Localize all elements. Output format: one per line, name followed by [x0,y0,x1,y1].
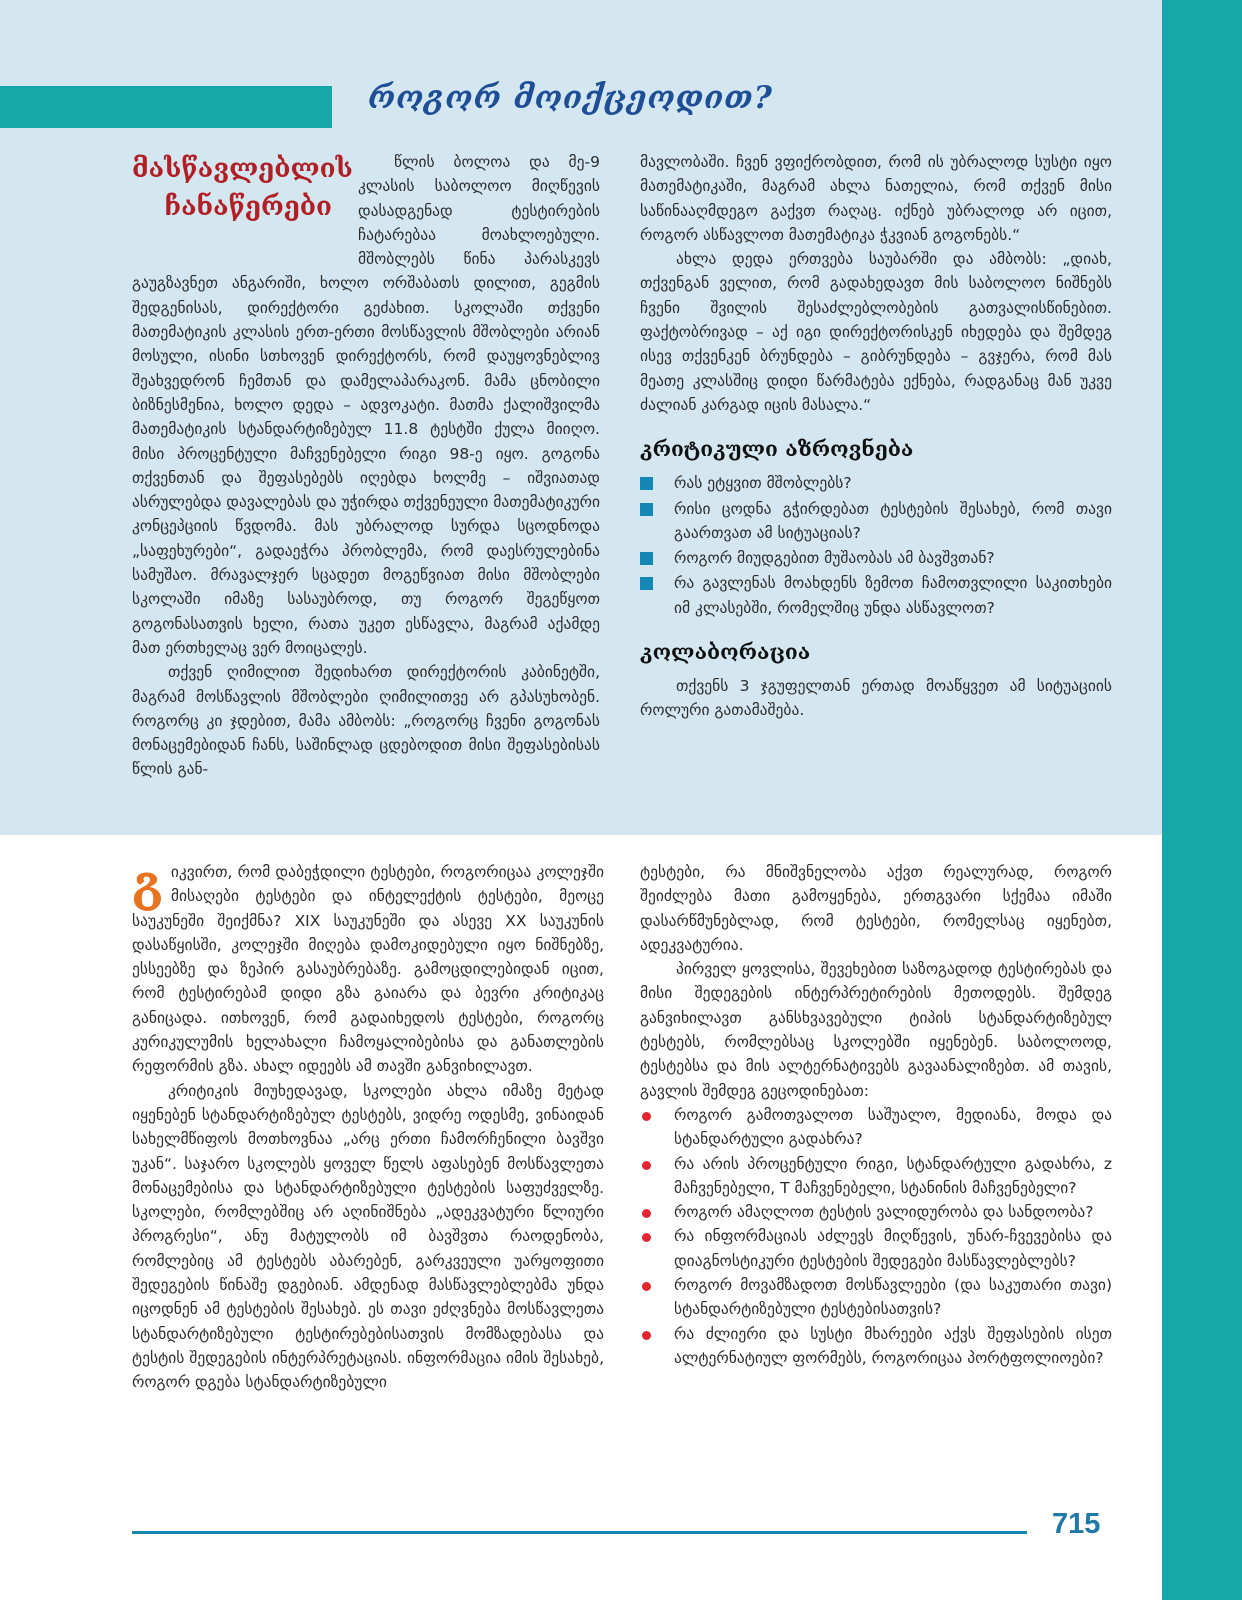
list-item: რას ეტყვით მშობლებს? [640,471,1112,495]
dot-bullet-icon [642,1112,651,1121]
footer-rule [132,1531,1027,1534]
intro-paragraph-2-continued: ტესტები, რა მნიშვნელობა აქვთ რეალურად, როგორ შეიძლება მათი გამოყენება, ერთგვარი სქემაა იმაში დასარწმუნებლად, რომ ტესტები, რომელსაც იყენებთ, ადეკვატურია. [640,863,1112,954]
list-item: რისი ცოდნა გჭირდებათ ტესტების შესახებ, რომ თავი გაართვათ ამ სიტუაციას? [640,497,1112,546]
critical-thinking-list [640,471,1112,620]
list-item: რა არის პროცენტული რიგი, სტანდარტული გადახრა, z მაჩვენებელი, T მაჩვენებელი, სტანინის მაჩვენებელი? [640,1152,1112,1201]
dot-bullet-icon [642,1233,651,1242]
drop-cap: გ [132,856,163,912]
intro-right-column [640,860,1112,1370]
square-bullet-icon [640,577,653,590]
case-heading-line2: ჩანაწერები [164,192,332,222]
page-title: როგორ მოიქცეოდით? [368,80,773,116]
critical-thinking-heading: კრიტიკული აზროვნება [640,436,914,462]
list-item: რა გავლენას მოახდენს ზემოთ ჩამოთვლილი საკითხები იმ კლასებში, რომელშიც უნდა ასწავლოთ? [640,571,1112,620]
dot-bullet-icon [642,1331,651,1340]
intro-left-column [132,856,604,1395]
dot-bullet-icon [642,1209,651,1218]
right-decorative-stripe [1162,0,1242,1600]
list-item: რა ძლიერი და სუსტი მხარეები აქვს შეფასების ისეთ ალტერნატიულ ფორმებს, როგორიცაა პორტფოლიოები? [640,1322,1112,1371]
dot-bullet-icon [642,1282,651,1291]
intro-paragraph-2: კრიტიკის მიუხედავად, სკოლები ახლა იმაზე მეტად იყენებენ სტანდარტიზებულ ტესტებს, ვიდრე ოდესმე, ვინაიდან სახელმწიფოს მოთხოვნაა „არც ერთი ჩამორჩენილი ბავშვი უკან“. საჯარო სკოლებს ყოველ წელს აფასებენ მოსწავლეთა მონაცემებისა და სტანდარტიზებული ტესტების საფუძველზე. სკოლები, რომლებშიც არ აღინიშნება „ადეკვატური წლიური პროგრესი“, ანუ მატულობს იმ ბავშვთა რაოდენობა, რომლებიც ამ ტესტებს აბარებენ, გარკვეული უარყოფითი შედეგების წინაშე დგებიან. ამდენად მასწავლებლებმა უნდა იცოდნენ ამ ტესტების შესახებ. ეს თავი ეძღვნება მოსწავლეთა სტანდარტიზებული ტესტირებებისათვის მომზადებასა და ტესტის შედეგების ინტერპრეტაციას. ინფორმაცია იმის შესახებ, როგორ დგება სტანდარტიზებული [132,1081,604,1392]
list-item: როგორ მოვამზადოთ მოსწავლეები (და საკუთარი თავი) სტანდარტიზებული ტესტებისათვის? [640,1273,1112,1322]
case-paragraph-1: წლის ბოლოა და მე-9 კლასის საბოლოო მიღწევის დასადგენად ტესტირების ჩატარებაა მოახლოებული. მშობლებს წინა პარასკევს გაუგზავნეთ ანგარიში, ხოლო ორშაბათს დილით, გეგმის შედგენისას, დირექტორი გეძახით. სკოლაში თქვენი მათემატიკის კლასის ერთ-ერთი მოსწავლის მშობლები არიან მოსული, ისინი სთხოვენ დირექტორს, რომ დაუყოვნებლივ შეახვედრონ ჩემთან და დამელაპარაკონ. მამა ცნობილი ბიზნესმენია, ხოლო დედა – ადვოკატი. მათმა ქალიშვილმა მათემატიკის სტანდარტიზებულ 11.8 ტესტში ქულა მიიღო. მისი პროცენტული მაჩვენებელი რიგი 98-ე იყო. გოგონა თქვენთან და შეფასებებს იღებდა ხოლმე – იშვიათად ასრულებდა დავალებას და უჭირდა თქვენეული მათემატიკური კონცეპციის წვდომა. მას უბრალოდ სურდა სცოდნოდა „საფეხურები“, გადაეჭრა პრობლემა, რომ დაესრულებინა სამუშაო. მრავალჯერ სცადეთ მოგეწვიათ მისი მშობლები სკოლაში იმაზე სასაუბროდ, თუ როგორ შეგეწყოთ გოგონასათვის ხელი, რათა უკეთ ესწავლა, მაგრამ აქამდე მათ ერთხელაც ვერ მოიცალეს. [132,153,600,657]
list-item: რა ინფორმაციას აძლევს მიღწევის, უნარ-ჩვევებისა და დიაგნოსტიკური ტესტების შედეგები მასწავლებლებს? [640,1224,1112,1273]
case-right-column [640,150,1112,723]
intro-paragraph-3: პირველ ყოვლისა, შევეხებით საზოგადოდ ტესტირებას და მისი შედეგების ინტერპრეტირების მეთოდებს. შემდეგ განვიხილავთ განსხვავებული ტიპის სტანდარტიზებულ ტესტებს, რომლებსაც სკოლებში იყენებენ. საბოლოოდ, ტესტებსა და მის ალტერნატივებს გავაანალიზებთ. ამ თავის, გავლის შემდეგ გეცოდინებათ: [640,960,1112,1100]
dot-bullet-icon [642,1161,651,1170]
intro-paragraph-1: იკვირთ, რომ დაბეჭდილი ტესტები, როგორიცაა კოლეჯში მისაღები ტესტები და ინტელექტის ტესტები, მეოცე საუკუნეში შეიქმნა? XIX საუკუნეში და ასევე XX საუკუნის დასაწყისში, კოლეჯში მიღება დამოკიდებული იყო ნიშნებზე, ესსეებზე და ზეპირ გასაუბრებაზე. გამოცდილებიდან იცით, რომ ტესტირებამ დიდი გზა გაიარა და ბევრი კრიტიკაც განიცადა. ითხოვენ, რომ გადაიხედოს ტესტები, როგორც კურიკულუმის ხელახალი ჩამოყალიბებისა და განათლების რეფორმის გზა. ახალ იდეებს ამ თავში განვიხილავთ. [132,863,604,1076]
list-item: როგორ ამაღლოთ ტესტის ვალიდურობა და სანდოობა? [640,1200,1112,1224]
list-item: როგორ მიუდგებით მუშაობას ამ ბავშვთან? [640,546,1112,570]
square-bullet-icon [640,477,653,490]
square-bullet-icon [640,552,653,565]
page-number: 715 [1052,1508,1101,1540]
case-heading [132,150,353,226]
title-accent-bar [0,86,332,128]
case-paragraph-2: თქვენ ღიმილით შედიხართ დირექტორის კაბინეტში, მაგრამ მოსწავლის მშობლები ღიმილითვე არ გპასუხობენ. როგორც კი ჯდებით, მამა ამბობს: „როგორც ჩვენი გოგონას მონაცემებიდან ჩანს, საშინლად ცდებოდით მისი შეფასებისას წლის გან- [132,663,600,779]
collaboration-heading: კოლაბორაცია [640,639,811,665]
learning-objectives-list [640,1103,1112,1370]
case-paragraph-2-continued: მავლობაში. ჩვენ ვფიქრობდით, რომ ის უბრალოდ სუსტი იყო მათემატიკაში, მაგრამ ახლა ნათელია, რომ თქვენ მისი საწინააღმდეგო გაქვთ რაღაც. იქნებ უბრალოდ არ იცით, როგორ ასწავლოთ მათემატიკა ჭკვიან გოგონებს.“ [640,153,1112,244]
case-left-column [132,150,600,782]
collaboration-text: თქვენს 3 ჯგუფელთან ერთად მოაწყვეთ ამ სიტუაციის როლური გათამაშება. [640,677,1112,720]
case-paragraph-3: ახლა დედა ერთვება საუბარში და ამბობს: „დიახ, თქვენგან ველით, რომ გადახედავთ მის საბოლოო ნიშნებს ჩვენი შვილის შესაძლებლობების გათვალისწინებით. ფაქტობრივად – აქ იგი დირექტორისკენ იხედება და შემდეგ ისევ თქვენკენ ბრუნდება – გიბრუნდება – გვჯერა, რომ მას მეათე კლასშიც დიდი წარმატება ექნება, რადგანაც მან უკვე ძალიან კარგად იცის მასალა.“ [640,250,1112,414]
list-item: როგორ გამოთვალოთ საშუალო, მედიანა, მოდა და სტანდარტული გადახრა? [640,1103,1112,1152]
square-bullet-icon [640,503,653,516]
case-heading-line1: მასწავლებლის [132,154,353,184]
